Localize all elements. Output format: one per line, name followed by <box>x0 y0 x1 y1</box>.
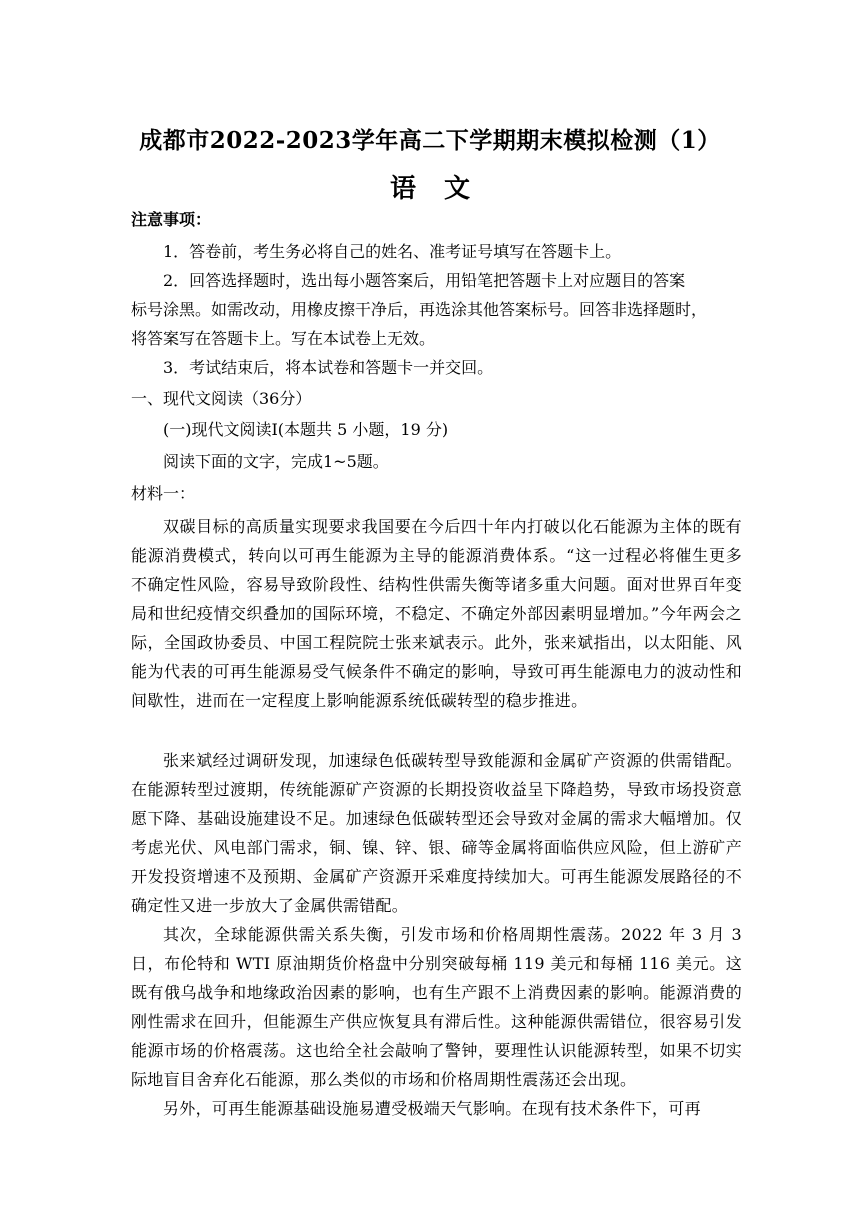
subsection-heading: (一)现代文阅读Ⅰ(本题共 5 小题，19 分) <box>163 420 449 439</box>
reading-instruction: 阅读下面的文字，完成1~5题。 <box>163 452 389 471</box>
subject-title: 语文 <box>389 174 498 204</box>
notice-item-2-line-2: 标号涂黑。如需改动，用橡皮擦干净后，再选涂其他答案标号。回答非选择题时， <box>131 300 708 319</box>
notice-item-2-line-1: 2．回答选择题时，选出每小题答案后，用铅笔把答题卡上对应题目的答案 <box>163 271 686 290</box>
paragraph-1: 双碳目标的高质量实现要求我国要在今后四十年内打破以化石能源为主体的既有能源消费模式，转向以可再生能源为主导的能源消费体系。“这一过程必将催生更多不确定性风险，容易导致阶段性、结构性供需失衡等诸多重大问题。面对世界百年变局和世纪疫情交织叠加的国际环境，不稳定、不确定外部因素明显增加。”今年两会之际，全国政协委员、中国工程院院士张来斌表示。此外，张来斌指出，以太阳能、风能为代表的可再生能源易受气候条件不确定的影响，导致可再生能源电力的波动性和间歇性，进而在一定程度上影响能源系统低碳转型的稳步推进。 <box>131 517 742 710</box>
paragraph-4: 另外，可再生能源基础设施易遭受极端天气影响。在现有技术条件下，可再 <box>163 1099 701 1118</box>
notice-heading: 注意事项： <box>131 210 212 229</box>
exam-title: 成都市2022-2023学年高二下学期期末模拟检测（1） <box>139 127 721 154</box>
paragraph-3: 其次，全球能源供需关系失衡，引发市场和价格周期性震荡。2022 年 3 月 3 日，布伦特和 WTI 原油期货价格盘中分别突破每桶 119 美元和每桶 116 美元。这既有俄乌战争和地缘政治因素的影响，也有生产跟不上消费因素的影响。能源消费的刚性需求在回升，但能源生产供应恢复具有滞后性。这种能源供需错位，很容易引发能源市场的价格震荡。这也给全社会敲响了警钟，要理性认识能源转型，如果不切实际地盲目舍弃化石能源，那么类似的市场和价格周期性震荡还会出现。 <box>131 925 742 1089</box>
notice-item-1: 1．答卷前，考生务必将自己的姓名、准考证号填写在答题卡上。 <box>163 242 622 261</box>
section-heading: 一、现代文阅读（36分） <box>131 389 312 408</box>
material-label: 材料一： <box>131 484 196 503</box>
paragraph-2: 张来斌经过调研发现，加速绿色低碳转型导致能源和金属矿产资源的供需错配。在能源转型过渡期，传统能源矿产资源的长期投资收益呈下降趋势，导致市场投资意愿下降、基础设施建设不足。加速绿色低碳转型还会导致对金属的需求大幅增加。仅考虑光伏、风电部门需求，铜、镍、锌、银、碲等金属将面临供应风险，但上游矿产开发投资增速不及预期、金属矿产资源开采难度持续加大。可再生能源发展路径的不确定性又进一步放大了金属供需错配。 <box>131 751 742 915</box>
notice-item-2-line-3: 将答案写在答题卡上。写在本试卷上无效。 <box>131 329 436 348</box>
notice-item-3: 3．考试结束后，将本试卷和答题卡一并交回。 <box>163 358 494 377</box>
